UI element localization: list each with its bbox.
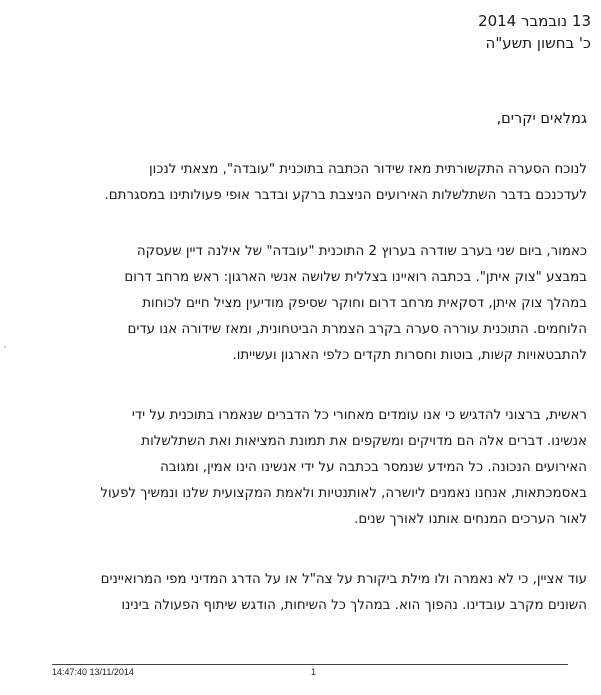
text-line: במהלך צוק איתן, דסקאית מרחב דרום וחוקר שסיפק מודיעין מציל חיים לכוחות xyxy=(142,296,587,311)
text-line: להתבטאויות קשות, בוטות וחסרות תקדים כלפי הארגון ועשייתו. xyxy=(232,348,587,363)
greeting: גמלאים יקרים, xyxy=(496,111,587,127)
text-line: לעדכנכם בדבר השתלשלות האירועים הניצבת ברקע ובדבר אופי פעולותינו במסגרתם. xyxy=(104,188,587,203)
text-line: הלוחמים. התוכנית עוררה סערה בקרב הצמרת הביטחונית, ומאז שידורה אנו עדים xyxy=(127,322,587,337)
text-line: כאמור, ביום שני בערב שודרה בערוץ 2 התוכנית "עובדה" של אילנה דיין שעסקה xyxy=(136,244,587,259)
text-line: האירועים הנכונה. כל המידע שנמסר בכתבה על ידי אנשינו הינו אמין, ומגובה xyxy=(160,460,587,475)
footer-timestamp: 14:47:40 13/11/2014 xyxy=(52,667,134,677)
text-line: לנוכח הסערה התקשורתית מאז שידור הכתבה בתוכנית "עובדה", מצאתי לנכון xyxy=(149,162,587,177)
text-line: עוד אציין, כי לא נאמרה ולו מילת ביקורת על צה"ל או על הדרג המדיני מפי המרואיינים xyxy=(100,572,587,587)
date-header xyxy=(478,10,591,54)
paragraph-2 xyxy=(7,239,587,369)
text-line: לאור הערכים המנחים אותנו לאורך שנים. xyxy=(354,512,587,527)
paragraph-3 xyxy=(7,403,587,533)
gregorian-date: 13 נובמבר 2014 xyxy=(478,12,591,30)
text-line: אנשינו. דברים אלה הם מדויקים ומשקפים את תמונת המציאות ואת השתלשלות xyxy=(141,434,587,449)
paragraph-4 xyxy=(7,567,587,619)
page-number: 1 xyxy=(311,667,317,677)
text-line: במבצע "צוק איתן". בכתבה רואיינו בצללית שלושה אנשי הארגון: ראש מרחב דרום xyxy=(124,270,587,285)
paragraph-1 xyxy=(7,157,587,209)
hebrew-date: כ' בחשון תשע"ה xyxy=(485,34,591,52)
scan-speck xyxy=(4,346,6,348)
text-line: ראשית, ברצוני להדגיש כי אנו עומדים מאחורי כל הדברים שנאמרו בתוכנית על ידי xyxy=(131,408,587,423)
text-line: השונים מקרב עובדינו. נהפוך הוא. במהלך כל השיחות, הודגש שיתוף הפעולה בינינו xyxy=(121,598,587,613)
text-line: באסמכתאות, אנחנו נאמנים ליושרה, לאותנטיות ולאמת המקצועית שלנו ונמשיך לפעול xyxy=(100,486,587,501)
footer-divider xyxy=(52,664,568,665)
